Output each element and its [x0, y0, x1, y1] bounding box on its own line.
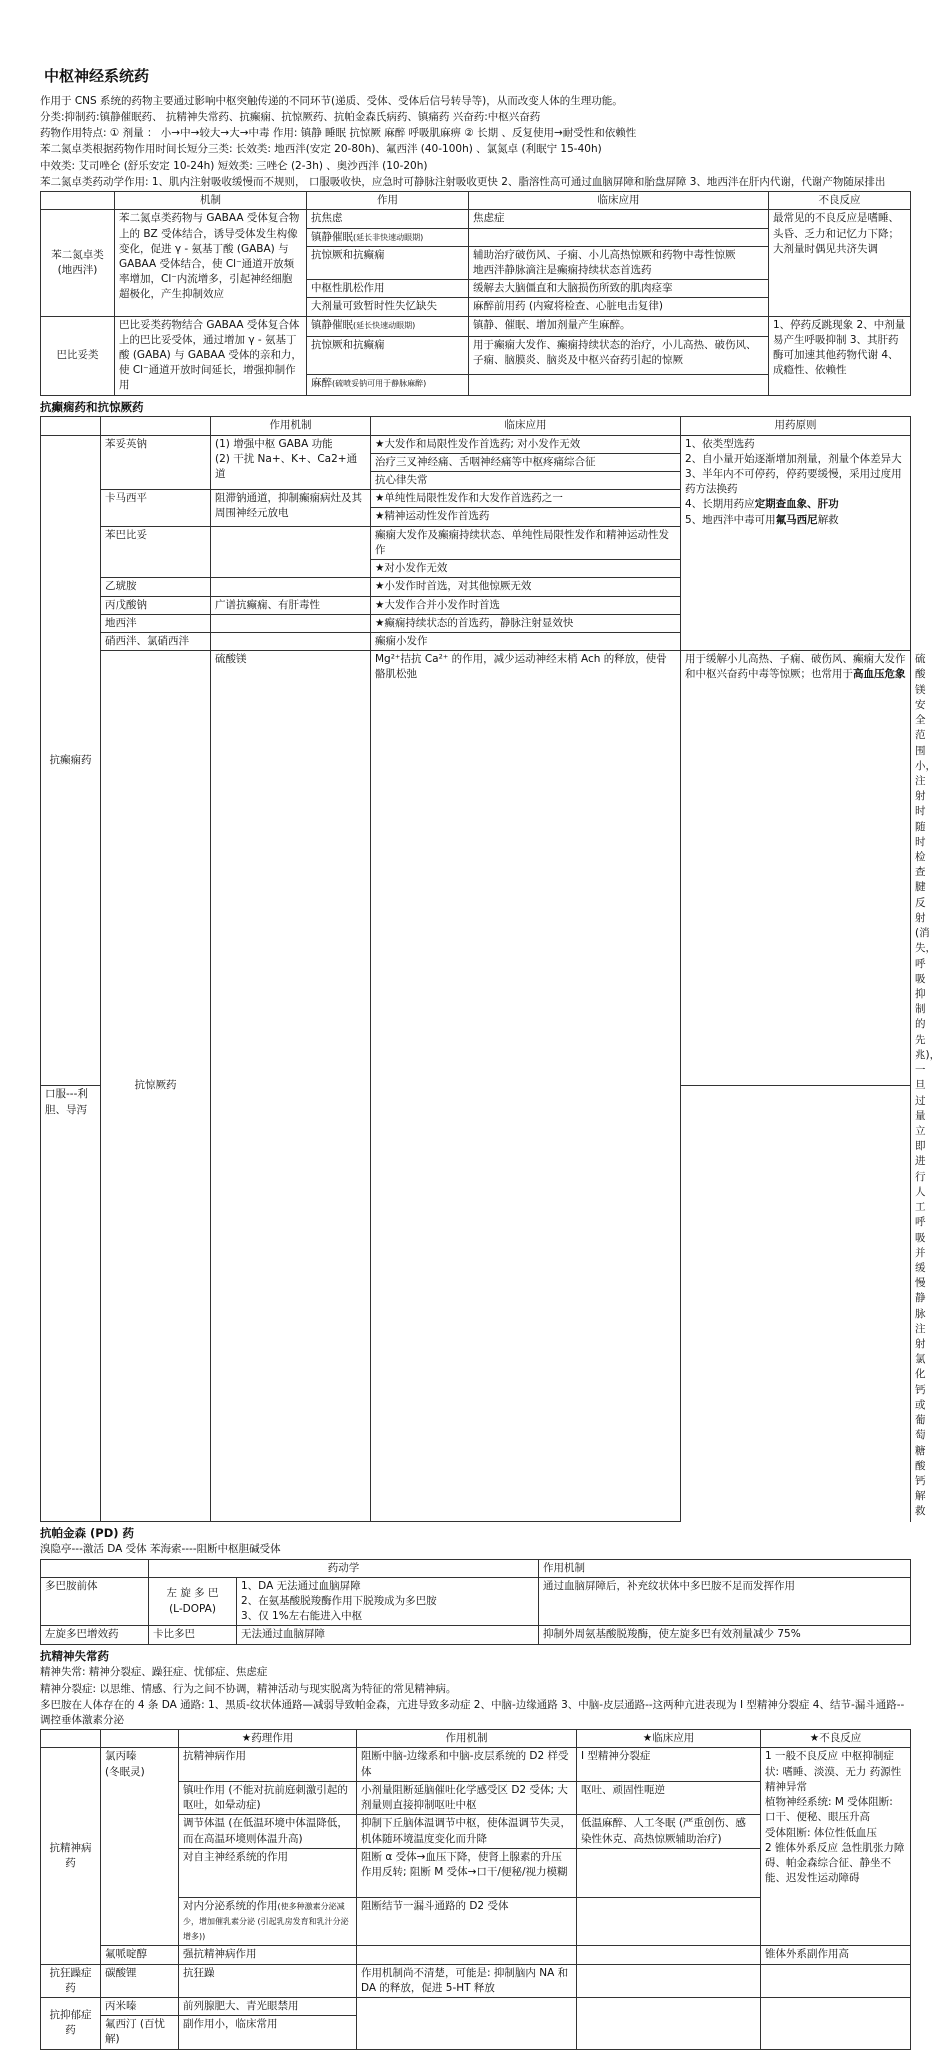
action-cell: [307, 298, 469, 316]
mechanism-cell: 阻断中脑-边缘系和中脑-皮层系统的 D2 样受体: [357, 1748, 577, 1781]
action-cell: [307, 337, 469, 375]
principle-text: 5、地西泮中毒可用: [685, 513, 776, 526]
principle-emphasis: 定期查血象、肝功: [754, 498, 839, 511]
drug-name: 硝西泮、氯硝西泮: [101, 632, 211, 650]
clinical-cell: 缓解去大脑僵直和大脑损伤所致的肌肉痉挛: [469, 280, 769, 298]
group-name: 抗癫痫药: [41, 435, 101, 1086]
clinical-cell: [469, 375, 769, 396]
pharm-cell: 副作用小，临床常用: [179, 2016, 357, 2049]
principle-line: [685, 513, 906, 528]
clinical-cell: ★单纯性局限性发作和大发作首选药之一: [371, 490, 681, 508]
header-principle: 用药原则: [681, 417, 911, 435]
clinical-cell: 癫痫小发作: [371, 632, 681, 650]
drug-name: 苯巴比妥: [101, 526, 211, 578]
drug-name: 氟西汀 (百忧解): [101, 2016, 179, 2049]
action-cell: [307, 228, 469, 246]
pk-cell: 无法通过血脑屏障: [237, 1626, 539, 1644]
header-clinical: ★临床应用: [577, 1730, 761, 1748]
adr-cell: 锥体外系副作用高: [761, 1946, 911, 1964]
clinical-cell: [577, 1998, 761, 2050]
principle-text: 解救: [817, 513, 839, 526]
mechanism-cell: [357, 1946, 577, 1964]
principle-line: 2、自小量开始逐渐增加剂量，剂量个体差异大: [685, 452, 902, 465]
header-mech: 机制: [115, 192, 307, 210]
mechanism-cell: [211, 526, 371, 578]
drug-name: 丙米嗪: [101, 1998, 179, 2016]
header-clinical: 临床应用: [469, 192, 769, 210]
drug-name: 地西泮: [101, 614, 211, 632]
action-cell: [307, 316, 469, 337]
table-row: [41, 1626, 911, 1644]
drug-name: 左 旋 多 巴 (L-DOPA): [149, 1577, 237, 1626]
table-row: 抗惊厥药 硫酸镁 Mg²⁺拮抗 Ca²⁺ 的作用，减少运动神经末梢 Ach 的释放，使骨骼肌松弛 用于缓解小儿高热、子痫、破伤风、癫痫大发作和中枢兴奋药中毒等惊厥；也常用于高血压危象 硫酸镁安全范围小，注射时随时检查腱反射 (消失，呼吸抑制的先兆)，一旦过量立即进行人工呼吸并缓慢静脉注射氯化钙或葡萄糖酸钙解救: [41, 651, 911, 1086]
action-text: 抗惊厥和抗癫痫: [311, 248, 385, 261]
drug-name: 乙琥胺: [101, 578, 211, 596]
clinical-cell: 抗心律失常: [371, 472, 681, 490]
pharm-text: 对内分泌系统的作用: [183, 1899, 278, 1912]
table-header-row: [41, 417, 911, 435]
sedative-table: [40, 191, 911, 396]
header-pharm: ★药理作用: [179, 1730, 357, 1748]
mechanism-cell: 阻断结节一漏斗通路的 D2 受体: [357, 1897, 577, 1946]
adr-cell: 最常见的不良反应是嗜睡、头昏、乏力和记忆力下降；大剂量时偶见共济失调: [769, 210, 911, 316]
action-text: 镇静催眠: [311, 318, 353, 331]
mechanism-cell: Mg²⁺拮抗 Ca²⁺ 的作用，减少运动神经末梢 Ach 的释放，使骨骼肌松弛: [371, 651, 681, 1521]
header-clinical: 临床应用: [371, 417, 681, 435]
header-blank: [41, 417, 101, 435]
drug-name: 碳酸锂: [101, 1964, 179, 1997]
mechanism-cell: [211, 614, 371, 632]
clinical-cell: 用于癫痫大发作、癫痫持续状态的治疗，小儿高热、破伤风、子痫、脑膜炎、脑炎及中枢兴奋药引起的惊厥: [469, 337, 769, 375]
mechanism-cell: 阻断 α 受体→血压下降，使肾上腺素的升压作用反转; 阻断 M 受体→口干/便秘/视力模糊: [357, 1848, 577, 1897]
header-blank: [41, 1559, 149, 1577]
intro-line: 苯二氮卓类药动学作用: 1、肌内注射吸收缓慢而不规则， 口服吸收快，应急时可静脉注射吸收更快 2、脂溶性高可通过血脑屏障和胎盘屏障 3、地西泮在肝内代谢，代谢产物随尿排出: [40, 175, 886, 188]
adr-cell: 1 一般不良反应 中枢抑制症状: 嗜睡、淡漠、无力 药源性精神异常 植物神经系统: M 受体阻断: 口干、便秘、眼压升高 受体阻断: 体位性低血压 2 锥体外系反应 急性肌张力障碍、帕金森综合征、静坐不能、迟发性运动障碍: [761, 1748, 911, 1946]
intro-line: 作用于 CNS 系统的药物主要通过影响中枢突触传递的不同环节(递质、受体、受体后信号转导等)，从而改变人体的生理功能。: [40, 94, 623, 107]
drug-name: 氟哌啶醇: [101, 1946, 179, 1964]
pharm-cell: 强抗精神病作用: [179, 1946, 357, 1964]
group-name: 抗惊厥药: [101, 651, 211, 1521]
adr-cell: [761, 1964, 911, 1997]
intro-line: 分类:抑制药:镇静催眠药、 抗精神失常药、抗癫痫、抗惊厥药、抗帕金森氏病药、镇痛药 兴奋药:中枢兴奋药: [40, 110, 541, 123]
drug-name: 丙戊酸钠: [101, 596, 211, 614]
antipsychotic-table: [40, 1729, 911, 2050]
principle-line: 3、半年内不可停药，停药要缓慢，采用过度用药方法换药: [685, 468, 902, 496]
section-line: 精神分裂症: 以思维、情感、行为之间不协调，精神活动与现实脱离为特征的常见精神病。: [40, 1682, 457, 1695]
action-text: 抗焦虑: [311, 212, 343, 225]
clinical-cell: 口服---利胆、导泻: [41, 1086, 101, 1521]
action-cell: [307, 280, 469, 298]
mechanism-cell: 抑制外周氨基酸脱羧酶，使左旋多巴有效剂量减少 75%: [539, 1626, 911, 1644]
adr-cell: 1、停药反跳现象 2、中剂量易产生呼吸抑制 3、其肝药酶可加速其他药物代谢 4、成瘾性、依赖性: [769, 316, 911, 395]
action-note: (硫喷妥钠可用于静脉麻醉): [332, 379, 427, 389]
pk-cell: 1、DA 无法通过血脑屏障 2、在氨基酸脱羧酶作用下脱羧成为多巴胺 3、仅 1%左右能进入中枢: [237, 1577, 539, 1626]
clinical-cell: 低温麻醉、人工冬眠 (严重创伤、感染性休克、高热惊厥辅助治疗): [577, 1815, 761, 1848]
intro-line: 中效类: 艾司唑仑 (舒乐安定 10-24h) 短效类: 三唑仑 (2-3h) 、奥沙西泮 (10-20h): [40, 159, 428, 172]
principle-text: 4、长期用药应: [685, 498, 755, 511]
header-blank: [41, 1730, 101, 1748]
section-title: 抗精神失常药: [40, 1648, 109, 1663]
mechanism-cell: 巴比妥类药物结合 GABAA 受体复合体上的巴比妥受体，通过增加 γ - 氨基丁酸 (GABA) 与 GABAA 受体的亲和力，使 Cl⁻通道开放时间延长，增强抑制作用: [115, 316, 307, 395]
principle-emphasis: 氟马西尼: [775, 513, 818, 526]
mechanism-cell: 广谱抗癫痫、有肝毒性: [211, 596, 371, 614]
principle-line: [685, 497, 906, 512]
class-name: 多巴胺前体: [41, 1577, 149, 1626]
principle-cell: [681, 435, 911, 651]
section-line: 溴隐亭---激活 DA 受体 苯海索----阻断中枢胆碱受体: [40, 1543, 281, 1556]
clinical-cell: 麻醉前用药 (内窥将检查、心脏电击复律): [469, 298, 769, 316]
table-row: [41, 1964, 911, 1997]
mechanism-cell: 阻滞钠通道，抑制癫痫病灶及其周围神经元放电: [211, 490, 371, 526]
drug-name: 氯丙嗪 (冬眠灵): [101, 1748, 179, 1946]
group-name: 抗狂躁症药: [41, 1964, 101, 1997]
mechanism-cell: [211, 632, 371, 650]
mechanism-cell: 小剂量阻断延脑催吐化学感受区 D2 受体; 大剂量则直接抑制呕吐中枢: [357, 1781, 577, 1814]
drug-class-name: 巴比妥类: [41, 316, 115, 395]
clinical-cell: ★小发作时首选，对其他惊厥无效: [371, 578, 681, 596]
clinical-cell: [577, 1964, 761, 1997]
drug-name: 卡马西平: [101, 490, 211, 526]
clinical-cell: ★癫痫持续状态的首选药，静脉注射显效快: [371, 614, 681, 632]
table-row: [41, 1946, 911, 1964]
action-cell: [307, 210, 469, 228]
pharm-cell: 镇吐作用 (不能对抗前庭刺激引起的呕吐，如晕动症): [179, 1781, 357, 1814]
principle-line: 1、依类型选药: [685, 437, 755, 450]
mechanism-cell: 通过血脑屏障后，补充纹状体中多巴胺不足而发挥作用: [539, 1577, 911, 1626]
page: [40, 0, 941, 2050]
action-text: 镇静催眠: [311, 230, 353, 243]
class-name: 左旋多巴增效药: [41, 1626, 149, 1644]
header-adr: 不良反应: [769, 192, 911, 210]
table-row: [41, 1748, 911, 1781]
mechanism-cell: [357, 1998, 577, 2050]
drug-class-name: 苯二氮卓类 (地西泮): [41, 210, 115, 316]
table-row: [41, 1577, 911, 1626]
section-line: 精神失常: 精神分裂症、躁狂症、忧郁症、焦虑症: [40, 1666, 268, 1679]
group-name: 抗抑郁症药: [41, 1998, 101, 2050]
action-text: 抗惊厥和抗癫痫: [311, 339, 385, 352]
section-title: 抗帕金森 (PD) 药: [40, 1525, 134, 1540]
intro-line: 苯二氮卓类根据药物作用时间长短分三类: 长效类: 地西泮(安定 20-80h)、氟西泮 (40-100h) 、氯氮卓 (利眠宁 15-40h): [40, 143, 602, 156]
table-row: [41, 210, 911, 228]
action-text: 麻醉: [311, 377, 332, 390]
drug-name: 苯妥英钠: [101, 435, 211, 490]
section-line: 多巴胺在人体存在的 4 条 DA 通路: 1、黑质-纹状体通路—减弱导致帕金森，亢进导致多动症 2、中脑-边缘通路 3、中脑-皮层通路--这两种亢进表现为 I 型精神分裂症 4、结节-漏斗通路--调控垂体激素分泌: [40, 1698, 905, 1726]
header-pk: 药动学: [149, 1559, 539, 1577]
clinical-cell: [577, 1848, 761, 1897]
clinical-cell: 治疗三叉神经痛、舌咽神经痛等中枢疼痛综合征: [371, 453, 681, 471]
header-mech: 作用机制: [211, 417, 371, 435]
table-header-row: [41, 1559, 911, 1577]
clinical-cell: [577, 1946, 761, 1964]
table-header-row: [41, 1730, 911, 1748]
clinical-cell: 呕吐、顽固性呃逆: [577, 1781, 761, 1814]
drug-name: 硫酸镁: [211, 651, 371, 1521]
pharm-cell: 抗狂躁: [179, 1964, 357, 1997]
clinical-cell: [469, 228, 769, 246]
mechanism-cell: [211, 578, 371, 596]
clinical-text: 用于缓解小儿高热、子痫、破伤风、癫痫大发作和中枢兴奋药中毒等惊厥；也常用于: [685, 653, 906, 681]
clinical-cell: I 型精神分裂症: [577, 1748, 761, 1781]
mechanism-cell: 苯二氮卓类药物与 GABAA 受体复合物上的 BZ 受体结合，诱导受体发生构像变化，促进 γ - 氨基丁酸 (GABA) 与 GABAA 受体结合，使 Cl⁻通道开放频率增加，Cl⁻内流增多，引起神经细胞超极化，产生抑制效应: [115, 210, 307, 316]
clinical-cell: 焦虑症: [469, 210, 769, 228]
antiparkinson-table: [40, 1559, 911, 1645]
clinical-cell: 辅助治疗破伤风、子痫、小儿高热惊厥和药物中毒性惊厥 地西泮静脉滴注是癫痫持续状态首选药: [469, 246, 769, 279]
clinical-cell: [681, 651, 911, 1086]
table-row: [41, 316, 911, 337]
pharm-cell: 前列腺肥大、青光眼禁用: [179, 1998, 357, 2016]
clinical-cell: ★大发作和局限性发作首选药; 对小发作无效: [371, 435, 681, 453]
clinical-cell: ★对小发作无效: [371, 560, 681, 578]
table-row: [41, 1998, 911, 2016]
table-row: [41, 435, 911, 453]
mechanism-cell: (1) 增强中枢 GABA 功能 (2) 干扰 Na+、K+、Ca2+通道: [211, 435, 371, 490]
adr-cell: [761, 1998, 911, 2050]
clinical-emphasis: 高血压危象: [853, 668, 906, 681]
clinical-cell: ★大发作合并小发作时首选: [371, 596, 681, 614]
action-note: (延长非快速动眼期): [353, 232, 424, 242]
clinical-cell: 癫痫大发作及癫痫持续状态、单纯性局限性发作和精神运动性发作: [371, 526, 681, 559]
pharm-cell: 对自主神经系统的作用: [179, 1848, 357, 1897]
pharm-cell: 调节体温 (在低温环境中体温降低，而在高温环境则体温升高): [179, 1815, 357, 1848]
mechanism-cell: 作用机制尚不清楚，可能是: 抑制脑内 NA 和 DA 的释放，促进 5-HT 释放: [357, 1964, 577, 1997]
antiepileptic-table: [40, 416, 941, 1521]
header-blank: [101, 1730, 179, 1748]
header-mech: 作用机制: [539, 1559, 911, 1577]
clinical-cell: [577, 1897, 761, 1946]
pharm-cell: 抗精神病作用: [179, 1748, 357, 1781]
page-title: 中枢神经系统药: [44, 67, 150, 85]
intro: [40, 94, 910, 190]
header-blank: [101, 417, 211, 435]
header-action: 作用: [307, 192, 469, 210]
group-name: 抗精神病药: [41, 1748, 101, 1964]
action-cell: [307, 246, 469, 279]
header-adr: ★不良反应: [761, 1730, 911, 1748]
action-cell: [307, 375, 469, 396]
intro-line: 药物作用特点: ① 剂量 ： 小→中→较大→大→中毒 作用: 镇静 睡眠 抗惊厥 麻醉 呼吸肌麻痹 ② 长期 、反复使用→耐受性和依赖性: [40, 127, 637, 140]
drug-name: 卡比多巴: [149, 1626, 237, 1644]
action-text: 中枢性肌松作用: [311, 282, 385, 295]
clinical-cell: 镇静、催眠、增加剂量产生麻醉。: [469, 316, 769, 337]
table-header-row: [41, 192, 911, 210]
action-text: 大剂量可致暂时性失忆缺失: [311, 300, 437, 313]
section-title: 抗癫痫药和抗惊厥药: [40, 399, 144, 414]
header-mech: 作用机制: [357, 1730, 577, 1748]
clinical-cell: ★精神运动性发作首选药: [371, 508, 681, 526]
pharm-note: (使多种激素分泌减少，增加催乳素分泌 (引起乳房发育和乳汁分泌增多)): [183, 1901, 349, 1942]
mechanism-cell: 抑制下丘脑体温调节中枢，使体温调节失灵，机体随环境温度变化而升降: [357, 1815, 577, 1848]
header-blank: [41, 192, 115, 210]
action-note: (延长快速动眼期): [353, 320, 416, 330]
pharm-cell: [179, 1897, 357, 1946]
